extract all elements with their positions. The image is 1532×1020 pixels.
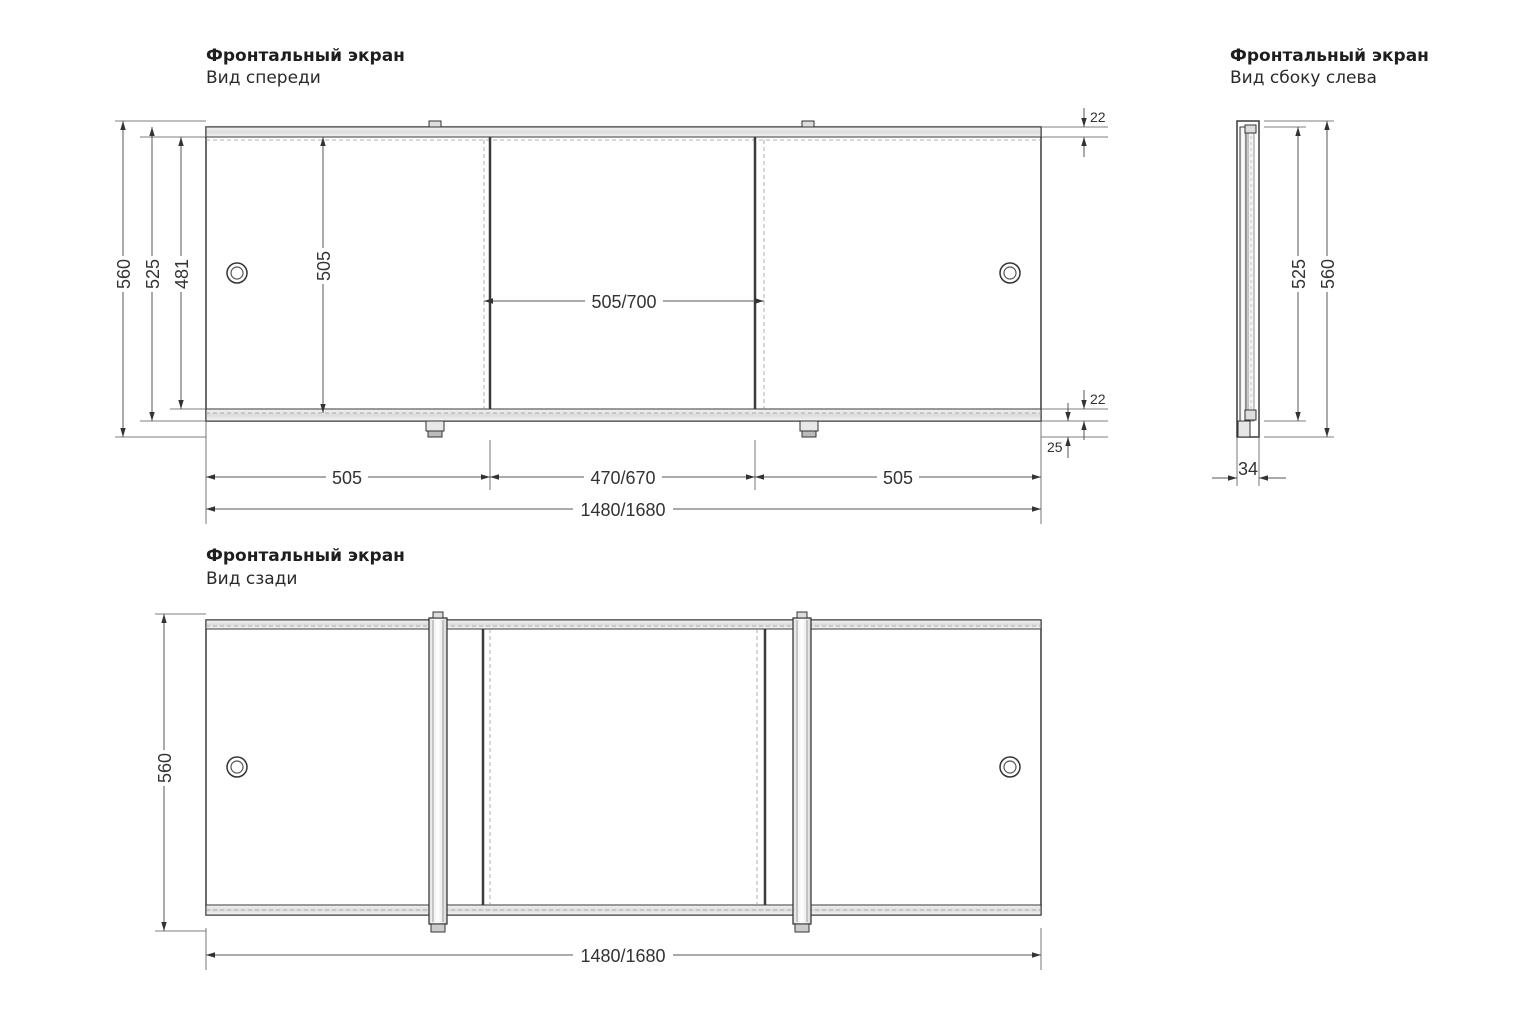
front-dim-bottom-rail-label: 22 [1090,391,1106,407]
back-left-support-post [429,612,447,932]
back-view-subtitle: Вид сзади [206,569,298,589]
front-view [113,108,1108,524]
side-bottom-clip [1245,410,1256,420]
front-top-bracket-left [429,121,441,127]
back-right-support-post [793,612,811,932]
front-dim-505-label: 505 [314,250,334,282]
front-dim-525-label: 525 [143,258,163,290]
side-foot [1238,421,1250,437]
back-panel-outline [206,620,1041,915]
front-dim-left-section-label: 505 [331,468,363,488]
front-top-bracket-right [802,121,814,127]
side-dim-525-label: 525 [1289,258,1309,290]
front-top-rail [206,127,1041,137]
side-panel-front [1240,127,1246,431]
front-bottom-rail [206,409,1041,421]
front-dim-481-label: 481 [172,258,192,290]
front-dim-top-rail-label: 22 [1090,109,1106,125]
back-view-title: Фронтальный экран [206,546,405,566]
back-left-handle-icon [227,757,247,777]
front-dim-560-label: 560 [114,258,134,290]
front-dim-middle-section-label: 470/670 [590,468,656,488]
front-dim-leg-label: 25 [1047,439,1063,455]
front-left-foot [426,421,444,437]
front-dim-total-width-label: 1480/1680 [580,500,666,520]
front-left-handle-icon [227,263,247,283]
side-view [1212,121,1338,486]
front-right-foot [800,421,818,437]
front-view-subtitle: Вид спереди [206,68,321,88]
front-view-title: Фронтальный экран [206,46,405,66]
side-view-title: Фронтальный экран [1230,46,1429,66]
back-view [154,612,1041,970]
side-view-subtitle: Вид сбоку слева [1230,68,1377,88]
front-dim-middle-label: 505/700 [591,292,657,312]
side-top-clip [1245,125,1256,133]
back-right-handle-icon [1000,757,1020,777]
back-top-rail [206,620,1041,629]
front-dim-right-section-label: 505 [882,468,914,488]
front-right-handle-icon [1000,263,1020,283]
side-dim-560-label: 560 [1318,258,1338,290]
back-dim-560-label: 560 [155,752,175,784]
back-dim-total-width-label: 1480/1680 [580,946,666,966]
side-dim-depth-label: 34 [1237,459,1259,479]
